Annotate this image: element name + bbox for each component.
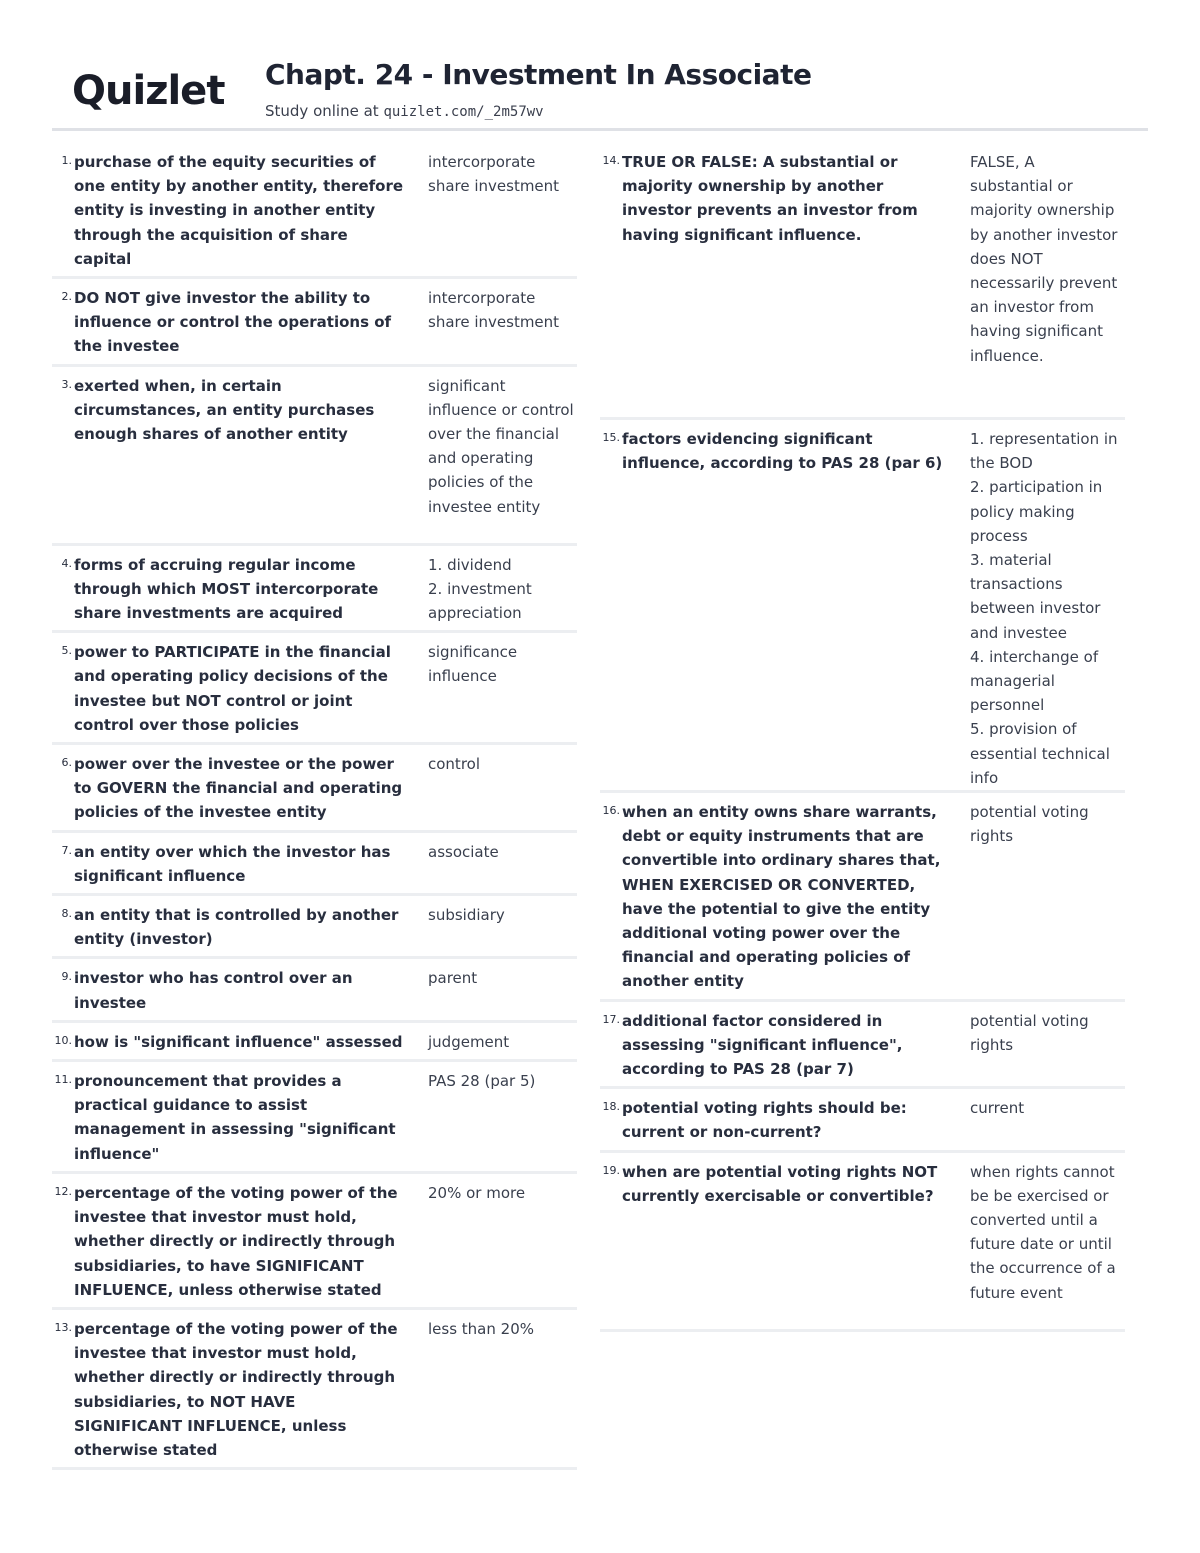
card-number: 13. — [54, 1320, 72, 1334]
card-term: how is "significant influence" assessed — [74, 1032, 403, 1051]
card-definition: subsidiary — [428, 906, 505, 925]
card-definition: intercorporate share investment — [428, 153, 560, 196]
header-divider — [52, 128, 1148, 131]
flashcard — [52, 285, 577, 367]
card-number: 8. — [61, 907, 72, 921]
card-term: when an entity owns share warrants, debt or equity instruments that are convertible into ordinary shares that, WHEN EXERCISED OR CONVERTED, have the potential to give the entity additional voting power over the financial and operating policies of another entity — [622, 803, 941, 991]
flashcard — [52, 839, 577, 896]
flashcard — [52, 1180, 577, 1310]
card-term: exerted when, in certain circumstances, an entity purchases enough shares of another entity — [74, 376, 375, 444]
card-definition: control — [428, 755, 480, 774]
card-number: 19. — [602, 1163, 620, 1177]
card-number: 14. — [602, 154, 620, 167]
card-term: power over the investee or the power to GOVERN the financial and operating policies of the investee entity — [74, 755, 403, 822]
subtitle-prefix: Study online at — [265, 102, 384, 120]
card-number: 1. — [61, 154, 72, 167]
flashcard — [52, 965, 577, 1022]
flashcard — [600, 149, 1125, 420]
card-term: TRUE OR FALSE: A substantial or majority ownership by another investor prevents an investor from having significant influence. — [622, 153, 918, 244]
card-term: potential voting rights should be: current or non-current? — [622, 1099, 907, 1142]
flashcard — [600, 426, 1125, 793]
card-term: purchase of the equity securities of one entity by another entity, therefore entity is investing in another entity through the acquisition of share capital — [74, 153, 404, 268]
card-number: 11. — [54, 1073, 72, 1087]
flashcard — [52, 1029, 577, 1062]
card-term: an entity that is controlled by another entity (investor) — [74, 906, 399, 949]
card-number: 5. — [61, 644, 72, 658]
card-number: 3. — [61, 377, 72, 391]
card-term: forms of accruing regular income through which MOST intercorporate share investments are acquired — [74, 555, 379, 623]
flashcard — [52, 552, 577, 634]
card-number: 10. — [54, 1033, 72, 1047]
card-definition: less than 20% — [428, 1319, 534, 1338]
card-term: percentage of the voting power of the investee that investor must hold, whether directly or indirectly through subsidiaries, to have SIGNIFICANT INFLUENCE, unless otherwise stated — [74, 1183, 398, 1299]
flashcard — [52, 1316, 577, 1470]
card-term: additional factor considered in assessing "significant influence", according to PAS 28 (par 7) — [622, 1011, 903, 1079]
card-term: power to PARTICIPATE in the financial and operating policy decisions of the investee but NOT control or joint control over those policies — [74, 643, 391, 734]
card-definition: associate — [428, 842, 499, 861]
card-term: percentage of the voting power of the investee that investor must hold, whether directly or indirectly through subsidiaries, to NOT HAVE SIGNIFICANT INFLUENCE, unless otherwise stated — [74, 1319, 398, 1459]
flashcard — [52, 751, 577, 833]
card-definition: intercorporate share investment — [428, 289, 560, 332]
card-number: 2. — [61, 290, 72, 304]
card-definition: parent — [428, 969, 478, 988]
flashcard — [52, 373, 577, 546]
quizlet-logo[interactable]: Quizlet — [72, 68, 225, 114]
card-number: 15. — [602, 431, 620, 444]
card-definition: PAS 28 (par 5) — [428, 1072, 536, 1091]
card-definition: potential voting rights — [970, 1011, 1089, 1054]
card-definition: 1. representation in the BOD 2. participation in policy making process 3. material transactions between investor and investee 4. interchange of managerial personnel 5. provision of essential technical info — [970, 430, 1118, 787]
right-column — [600, 149, 1125, 1338]
card-number: 9. — [61, 970, 72, 984]
card-term: pronouncement that provides a practical guidance to assist management in assessing "significant influence" — [74, 1072, 396, 1163]
card-number: 17. — [602, 1012, 620, 1026]
card-definition: 20% or more — [428, 1183, 526, 1202]
flashcard — [52, 1068, 577, 1174]
card-term: when are potential voting rights NOT currently exercisable or convertible? — [622, 1162, 938, 1205]
card-definition: significance influence — [428, 643, 518, 686]
card-definition: current — [970, 1099, 1025, 1118]
flashcard — [52, 149, 577, 279]
card-definition: 1. dividend 2. investment appreciation — [428, 555, 532, 623]
card-definition: potential voting rights — [970, 803, 1089, 846]
flashcard — [52, 639, 577, 745]
card-term: factors evidencing significant influence, according to PAS 28 (par 6) — [622, 430, 943, 473]
card-definition: significant influence or control over the financial and operating policies of the investee entity — [428, 376, 574, 516]
card-number: 16. — [602, 804, 620, 817]
card-term: DO NOT give investor the ability to influence or control the operations of the investee — [74, 289, 392, 356]
flashcard — [600, 1008, 1125, 1090]
flashcard — [52, 902, 577, 959]
card-number: 7. — [61, 843, 72, 857]
page-header — [70, 52, 1150, 132]
card-number: 6. — [61, 756, 72, 770]
card-number: 18. — [602, 1100, 620, 1114]
card-definition: judgement — [428, 1032, 510, 1051]
card-number: 4. — [61, 556, 72, 570]
flashcard — [600, 1159, 1125, 1332]
flashcard — [600, 1095, 1125, 1152]
card-number: 12. — [54, 1184, 72, 1198]
study-link[interactable]: quizlet.com/_2m57wv — [383, 104, 544, 120]
page-title: Chapt. 24 - Investment In Associate — [265, 58, 812, 91]
left-column — [52, 149, 577, 1476]
page-subtitle — [265, 102, 544, 120]
flashcard — [600, 799, 1125, 1002]
card-definition: when rights cannot be be exercised or converted until a future date or until the occurrence of a future event — [970, 1162, 1116, 1302]
card-term: an entity over which the investor has significant influence — [74, 842, 391, 885]
card-term: investor who has control over an investee — [74, 969, 353, 1012]
card-definition: FALSE, A substantial or majority ownership by another investor does NOT necessarily prevent an investor from having significant influence. — [970, 153, 1118, 365]
